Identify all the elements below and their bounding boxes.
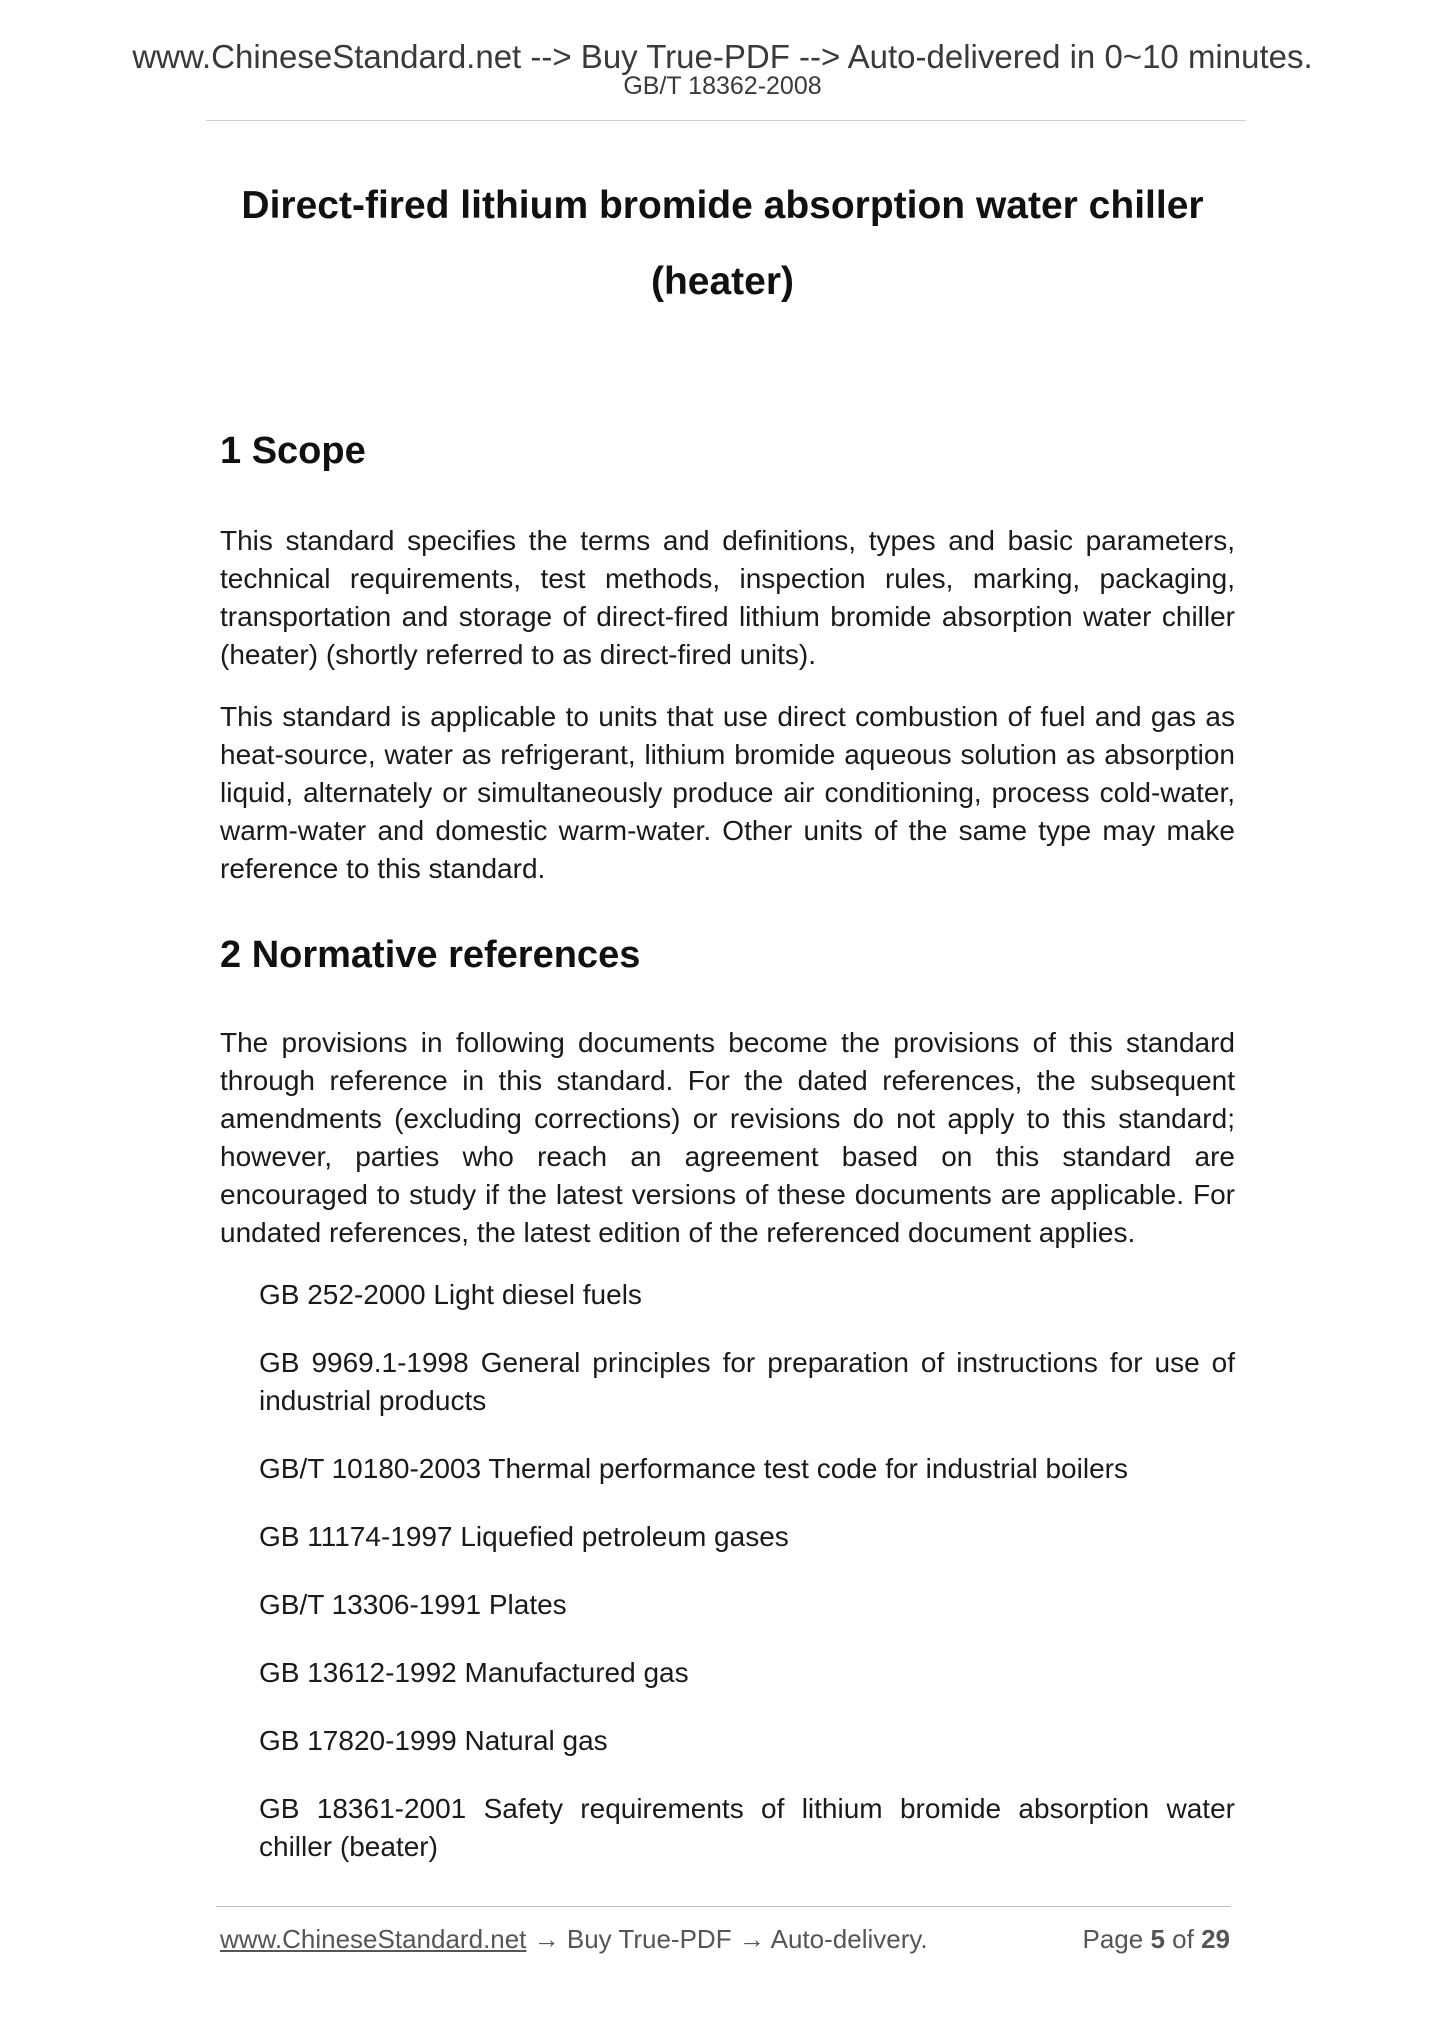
reference-item: GB 17820-1999 Natural gas <box>259 1725 608 1756</box>
page-current: 5 <box>1150 1924 1165 1954</box>
title-line-1: Direct-fired lithium bromide absorption water chiller <box>241 184 1204 227</box>
scope-paragraph-2: This standard is applicable to units that use direct combustion of fuel and gas as heat-source, water as refrigerant, lithium bromide aqueous solution as absorption liquid, alternately or simultaneously produce air conditioning, process cold-water, warm-water and domestic warm-water. Other units of the same type may make reference to this standard. <box>220 701 1235 884</box>
header-divider <box>206 120 1246 121</box>
title-line-2: (heater) <box>650 260 795 303</box>
arrow-right-icon: → <box>533 1924 560 1954</box>
reference-item: GB 18361-2001 Safety requirements of lithium bromide absorption water chiller (beater) <box>259 1793 1235 1862</box>
of-label: of <box>1172 1924 1194 1954</box>
document-code: GB/T 18362-2008 <box>623 72 822 100</box>
reference-item: GB 13612-1992 Manufactured gas <box>259 1657 689 1688</box>
normative-references-paragraph: The provisions in following documents become the provisions of this standard through reference in this standard. For the dated references, the subsequent amendments (excluding corrections) or revisions do not apply to this standard; however, parties who reach an agreement based on this standard are encouraged to study if the latest versions of these documents are applicable. For undated references, the latest edition of the referenced document applies. <box>220 1027 1235 1248</box>
reference-item: GB/T 13306-1991 Plates <box>259 1589 567 1620</box>
footer-links <box>220 1922 928 1956</box>
footer-delivery-text: Auto-delivery. <box>770 1924 928 1954</box>
footer-site-link[interactable]: www.ChineseStandard.net <box>220 1924 527 1954</box>
document-body <box>220 420 1235 1896</box>
top-banner: www.ChineseStandard.net --> Buy True-PDF --> Auto-delivered in 0~10 minutes. <box>132 38 1313 75</box>
reference-item: GB 9969.1-1998 General principles for preparation of instructions for use of industrial products <box>259 1347 1235 1416</box>
arrow-right-icon: → <box>738 1924 765 1954</box>
document-title <box>180 168 1265 320</box>
scope-paragraph-1: This standard specifies the terms and definitions, types and basic parameters, technical requirements, test methods, inspection rules, marking, packaging, transportation and storage of direct-fired lithium bromide absorption water chiller (heater) (shortly referred to as direct-fired units). <box>220 525 1235 670</box>
section-heading-scope: 1 Scope <box>220 430 366 472</box>
section-heading-normative-references: 2 Normative references <box>220 934 641 976</box>
reference-item: GB 252-2000 Light diesel fuels <box>259 1279 642 1310</box>
page-total: 29 <box>1201 1924 1230 1954</box>
page-number <box>1082 1922 1230 1956</box>
reference-item: GB/T 10180-2003 Thermal performance test code for industrial boilers <box>259 1453 1128 1484</box>
reference-item: GB 11174-1997 Liquefied petroleum gases <box>259 1521 789 1552</box>
footer-buy-text: Buy True-PDF <box>566 1924 732 1954</box>
footer-divider <box>216 1906 1231 1907</box>
page-label: Page <box>1082 1924 1144 1954</box>
reference-list <box>220 1276 1235 1866</box>
